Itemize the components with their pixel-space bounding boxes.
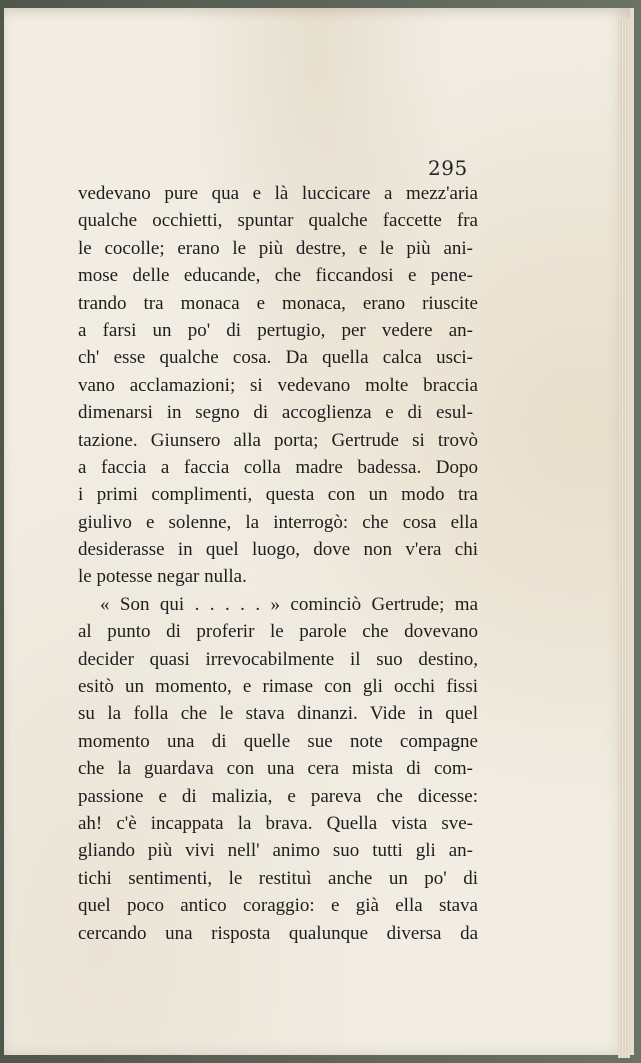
text-line: ah! c'è incappata la brava. Quella vista sve-	[78, 812, 473, 834]
text-line: mose delle educande, che ficcandosi e pene-	[78, 265, 473, 287]
paper-page	[4, 8, 634, 1055]
text-line: passione e di malizia, e pareva che dicesse:	[78, 785, 478, 807]
text-line: a farsi un po' di pertugio, per vedere an-	[78, 319, 473, 341]
text-line: che la guardava con una cera mista di com-	[78, 758, 473, 780]
text-line: vedevano pure qua e là luccicare a mezz'aria	[78, 183, 478, 204]
text-line: tichi sentimenti, le restituì anche un po' di	[78, 867, 478, 889]
text-line: quel poco antico coraggio: e già ella stava	[78, 895, 478, 917]
text-line: vano acclamazioni; si vedevano molte braccia	[78, 374, 478, 396]
text-line: su la folla che le stava dinanzi. Vide in quel	[78, 703, 478, 725]
text-line: gliando più vivi nell' animo suo tutti gli an-	[78, 840, 473, 862]
page-number: 295	[428, 156, 468, 180]
text-line: cercando una risposta qualunque diversa da	[78, 922, 478, 944]
text-line: decider quasi irrevocabilmente il suo destino,	[78, 648, 478, 670]
text-line: ch' esse qualche cosa. Da quella calca usci-	[78, 347, 473, 369]
page-edge	[618, 18, 630, 1058]
text-line: a faccia a faccia colla madre badessa. Dopo	[78, 456, 478, 478]
text-line: momento una di quelle sue note compagne	[78, 730, 478, 752]
text-line: trando tra monaca e monaca, erano riuscite	[78, 292, 478, 314]
text-line: desiderasse in quel luogo, dove non v'era chi	[78, 539, 478, 561]
text-line: « Son qui . . . . . » cominciò Gertrude; ma	[100, 593, 478, 615]
text-line: qualche occhietti, spuntar qualche faccette fra	[78, 210, 478, 232]
text-line: giulivo e solenne, la interrogò: che cosa ella	[78, 511, 478, 533]
text-line: esitò un momento, e rimase con gli occhi fissi	[78, 676, 478, 698]
text-line: le potesse negar nulla.	[78, 566, 247, 588]
text-line: al punto di proferir le parole che dovevano	[78, 621, 478, 643]
text-line: le cocolle; erano le più destre, e le più ani-	[78, 237, 473, 259]
text-line: dimenarsi in segno di accoglienza e di esul-	[78, 402, 473, 424]
body-text	[78, 180, 478, 947]
text-line: i primi complimenti, questa con un modo tra	[78, 484, 478, 506]
text-line: tazione. Giunsero alla porta; Gertrude si trovò	[78, 429, 478, 451]
